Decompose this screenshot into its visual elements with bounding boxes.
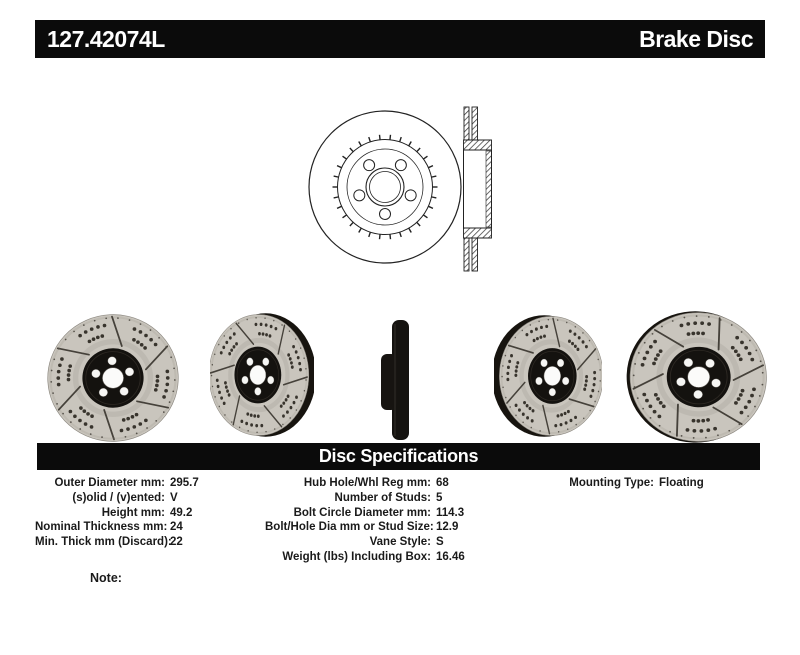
spec-column-mounting [265,476,537,565]
spec-row [35,506,265,521]
spec-row [35,491,265,506]
part-number: 127.42074L [47,25,165,52]
spec-column-dimensions [35,476,265,565]
spec-label: Bolt Circle Diameter mm: [293,506,431,519]
spec-column-type [537,476,765,565]
product-photo-front-left [42,309,185,448]
spec-label: Hub Hole/Whl Reg mm: [303,477,431,489]
spec-row [265,506,537,521]
spec-row [265,520,537,535]
product-type-title: Brake Disc [639,25,753,52]
drawing-front-view [309,111,461,263]
spec-label: Nominal Thickness mm: [35,521,168,534]
spec-label: Bolt/Hole Dia mm or Stud Size: [265,521,434,534]
spec-value: 5 [436,491,443,504]
spec-label: Mounting Type: [569,477,654,489]
spec-value: 16.46 [436,550,465,563]
spec-label: Weight (lbs) Including Box: [282,550,431,563]
spec-row [265,476,537,491]
spec-value: 68 [436,477,449,489]
spec-label: (s)olid / (v)ented: [72,491,165,504]
spec-label: Vane Style: [369,536,431,549]
spec-value: 22 [170,536,183,549]
spec-label: Outer Diameter mm: [54,477,165,489]
spec-row [265,535,537,550]
spec-columns [35,476,765,565]
spec-section-header [37,443,760,470]
spec-value: 295.7 [170,477,199,489]
product-photo-front-right [624,308,771,447]
spec-row [265,550,537,565]
spec-row [537,476,765,491]
product-photo-angled-right [494,314,602,438]
spec-value: V [170,491,178,504]
product-photo-angled-left [210,312,314,438]
spec-label: Number of Studs: [334,491,431,504]
spec-row [35,535,265,550]
spec-row [35,520,265,535]
spec-value: Floating [659,477,704,489]
spec-value: 12.9 [436,521,459,534]
spec-row [265,491,537,506]
spec-label: Min. Thick mm (Discard): [35,536,172,549]
note-label: Note: [90,571,122,585]
spec-value: 114.3 [436,506,465,519]
drawing-side-view [464,107,492,271]
spec-value: S [436,536,444,549]
spec-label: Height mm: [101,506,165,519]
spec-section-title: Disc Specifications [318,446,479,466]
product-photo-edge-view [380,318,416,442]
spec-value: 24 [170,521,183,534]
spec-value: 49.2 [170,506,193,519]
spec-row [35,476,265,491]
header-bar [35,20,765,58]
technical-drawing [280,95,520,285]
